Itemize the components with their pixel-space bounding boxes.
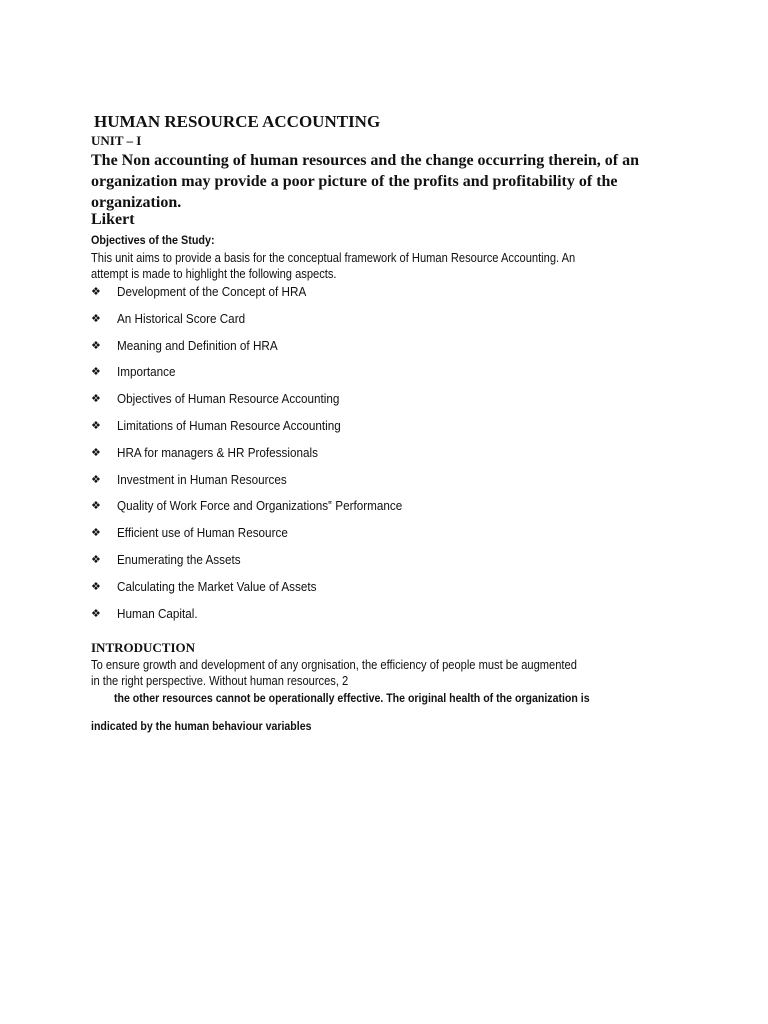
introduction-continuation-line: the other resources cannot be operationally effective. The original health of the organization is bbox=[114, 693, 590, 705]
list-item-text: Efficient use of Human Resource bbox=[117, 525, 288, 541]
diamond-bullet-icon: ❖ bbox=[91, 579, 101, 593]
objectives-paragraph-line: attempt is made to highlight the following aspects. bbox=[91, 267, 337, 281]
lead-statement: The Non accounting of human resources and the change occurring therein, of an organization may provide a poor picture of the profits and profitability of the organization. bbox=[91, 152, 640, 211]
diamond-bullet-icon: ❖ bbox=[91, 311, 101, 325]
diamond-bullet-icon: ❖ bbox=[91, 445, 101, 459]
list-item-text: Meaning and Definition of HRA bbox=[117, 337, 278, 353]
introduction-paragraph bbox=[91, 657, 661, 689]
introduction-continuation-line: indicated by the human behaviour variables bbox=[91, 721, 312, 733]
list-item-text: An Historical Score Card bbox=[117, 310, 246, 326]
diamond-bullet-icon: ❖ bbox=[91, 499, 101, 513]
introduction-heading: INTRODUCTION bbox=[91, 640, 196, 655]
unit-label: UNIT – I bbox=[91, 133, 142, 148]
objectives-paragraph bbox=[91, 250, 661, 282]
diamond-bullet-icon: ❖ bbox=[91, 526, 101, 540]
diamond-bullet-icon: ❖ bbox=[91, 552, 101, 566]
list-item-text: Calculating the Market Value of Assets bbox=[117, 578, 317, 594]
list-item-text: Enumerating the Assets bbox=[117, 551, 241, 567]
quote-author: Likert bbox=[91, 211, 135, 228]
list-item-text: Importance bbox=[117, 364, 176, 380]
diamond-bullet-icon: ❖ bbox=[91, 285, 101, 298]
diamond-bullet-icon: ❖ bbox=[91, 418, 101, 432]
list-item-text: Development of the Concept of HRA bbox=[117, 284, 307, 299]
list-item-text: Quality of Work Force and Organizations‟ Performance bbox=[117, 498, 403, 514]
introduction-paragraph-line: in the right perspective. Without human resources, 2 bbox=[91, 674, 349, 688]
list-item-text: Objectives of Human Resource Accounting bbox=[117, 391, 340, 407]
list-item-text: Limitations of Human Resource Accounting bbox=[117, 417, 341, 433]
list-item-text: HRA for managers & HR Professionals bbox=[117, 444, 318, 460]
diamond-bullet-icon: ❖ bbox=[91, 606, 101, 620]
diamond-bullet-icon: ❖ bbox=[91, 365, 101, 379]
diamond-bullet-icon: ❖ bbox=[91, 472, 101, 486]
objectives-heading: Objectives of the Study: bbox=[91, 233, 215, 247]
introduction-paragraph-line: To ensure growth and development of any orgnisation, the efficiency of people must be augmented bbox=[91, 658, 577, 672]
list-item-text: Human Capital. bbox=[117, 605, 198, 621]
diamond-bullet-icon: ❖ bbox=[91, 392, 101, 406]
objectives-paragraph-line: This unit aims to provide a basis for the conceptual framework of Human Resource Accounting. An bbox=[91, 251, 576, 265]
list-item-text: Investment in Human Resources bbox=[117, 471, 287, 487]
document-title: HUMAN RESOURCE ACCOUNTING bbox=[94, 112, 381, 131]
diamond-bullet-icon: ❖ bbox=[91, 338, 101, 352]
